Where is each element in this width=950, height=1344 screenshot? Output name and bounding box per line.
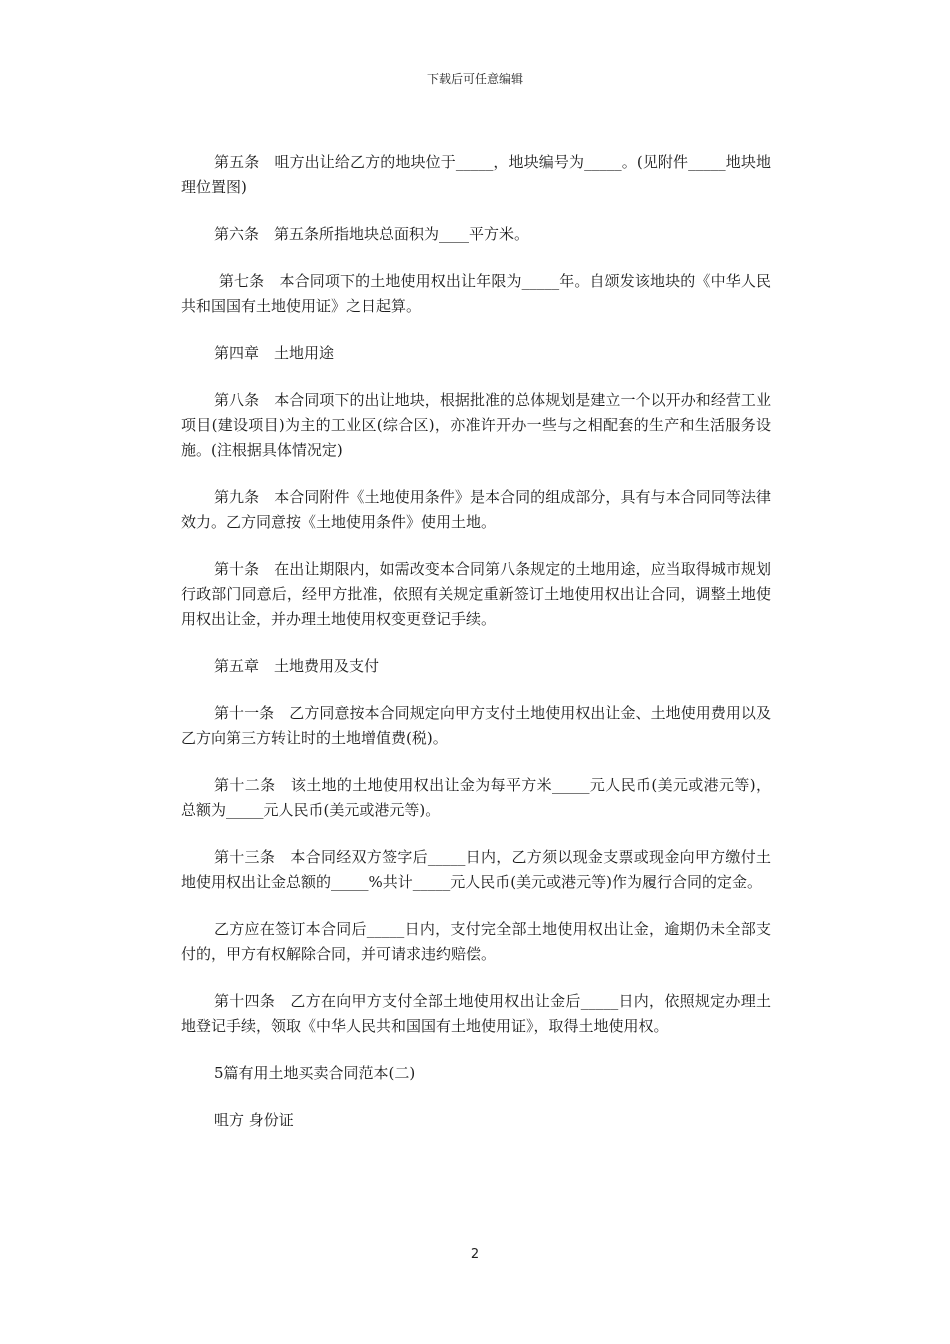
party-a-id-line: 咀方 身份证 [214,1111,294,1129]
article-10: 第十条 在出让期限内，如需改变本合同第八条规定的土地用途，应当取得城市规划行政部门同意后，经甲方批准，依照有关规定重新签订土地使用权出让合同，调整土地使用权出让金，并办理土地使用权变更登记手续。 [181,560,771,628]
article-9: 第九条 本合同附件《土地使用条件》是本合同的组成部分，具有与本合同同等法律效力。乙方同意按《土地使用条件》使用土地。 [181,488,771,531]
chapter-4-heading: 第四章 土地用途 [214,344,335,362]
page-header: 下载后可任意编辑 [426,72,523,86]
article-5: 第五条 咀方出让给乙方的地块位于_____，地块编号为_____。(见附件_____地块地理位置图) [181,153,771,196]
document-body [181,150,771,1155]
chapter-5-heading: 第五章 土地费用及支付 [214,657,380,675]
article-14: 第十四条 乙方在向甲方支付全部土地使用权出让金后_____日内，依照规定办理土地登记手续，领取《中华人民共和国国有土地使用证》，取得土地使用权。 [181,992,771,1035]
section-title: 5篇有用土地买卖合同范本(二) [214,1064,416,1082]
page-number: 2 [470,1247,480,1262]
article-12: 第十二条 该土地的土地使用权出让金为每平方米_____元人民币(美元或港元等)，总额为_____元人民币(美元或港元等)。 [181,776,771,819]
article-11: 第十一条 乙方同意按本合同规定向甲方支付土地使用权出让金、土地使用费用以及乙方向第三方转让时的土地增值费(税)。 [181,704,771,747]
payment-paragraph: 乙方应在签订本合同后_____日内，支付完全部土地使用权出让金，逾期仍未全部支付的，甲方有权解除合同，并可请求违约赔偿。 [181,920,771,963]
article-6: 第六条 第五条所指地块总面积为____平方米。 [214,225,530,243]
article-7: 第七条 本合同项下的土地使用权出让年限为_____年。自颂发该地块的《中华人民共和国国有土地使用证》之日起算。 [181,272,771,315]
article-8: 第八条 本合同项下的出让地块，根据批准的总体规划是建立一个以开办和经营工业项目(建设项目)为主的工业区(综合区)，亦准许开办一些与之相配套的生产和生活服务设施。(注根据具体情况定) [181,391,771,459]
article-13: 第十三条 本合同经双方签字后_____日内，乙方须以现金支票或现金向甲方缴付土地使用权出让金总额的_____%共计_____元人民币(美元或港元等)作为履行合同的定金。 [181,848,771,891]
